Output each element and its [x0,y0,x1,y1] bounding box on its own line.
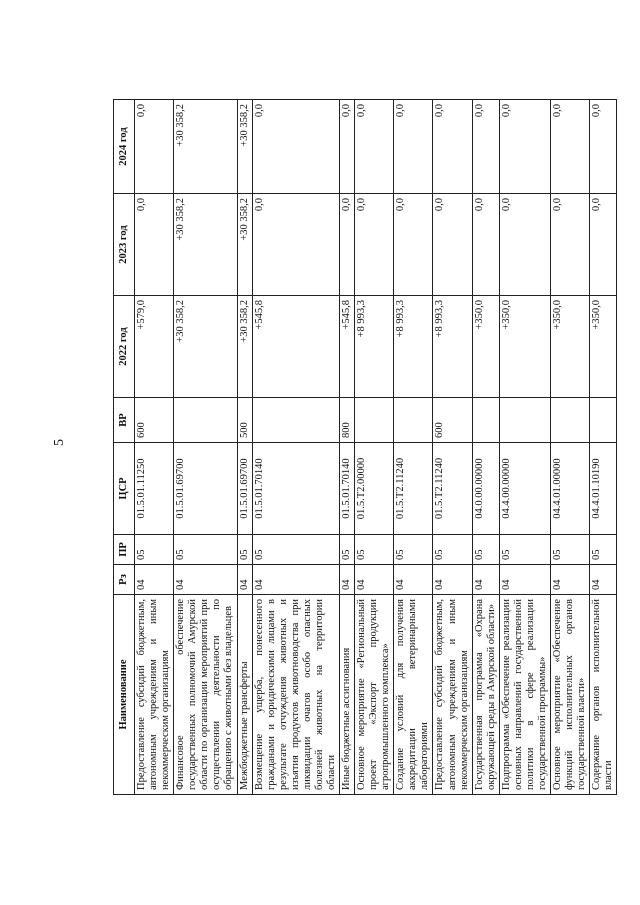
table-row [252,100,339,795]
col-header-vr: ВР [114,398,135,443]
budget-table [113,99,617,795]
table-row [174,100,237,795]
cell-rz: 04 [394,565,433,595]
cell-csr: 01.5.T2.11240 [433,443,472,535]
cell-rz: 04 [472,565,499,595]
cell-2022: +8 993,3 [355,296,394,398]
cell-csr: 04.0.00.00000 [472,443,499,535]
cell-name: Иные бюджетные ассигнования [340,595,355,795]
cell-2022: +350,0 [499,296,550,398]
cell-csr: 04.4.01.10190 [590,443,617,535]
table-row [433,100,472,795]
cell-csr: 01.5.01.70140 [340,443,355,535]
cell-2024: 0,0 [433,100,472,194]
cell-csr: 01.5.01.69700 [174,443,237,535]
cell-name: Предоставление субсидий бюджетным, автономным учреждениям и иным некоммерческим организациям [135,595,174,795]
cell-vr [174,398,237,443]
table-row [135,100,174,795]
cell-2023: 0,0 [340,194,355,296]
cell-vr: 800 [340,398,355,443]
cell-pr: 05 [394,535,433,565]
cell-2024: +30 358,2 [237,100,252,194]
cell-2023: +30 358,2 [174,194,237,296]
cell-rz: 04 [590,565,617,595]
cell-vr [551,398,590,443]
cell-rz: 04 [551,565,590,595]
cell-name: Предоставление субсидий бюджетным, автономным учреждениям и иным некоммерческим организациям [433,595,472,795]
table-header-row [114,100,135,795]
cell-rz: 04 [174,565,237,595]
cell-csr: 01.5.01.69700 [237,443,252,535]
cell-2024: +30 358,2 [174,100,237,194]
cell-pr: 05 [590,535,617,565]
cell-2022: +8 993,3 [433,296,472,398]
cell-name: Возмещение ущерба, понесенного гражданами и юридическими лицами в результате отчуждения животных и изъятия продуктов животноводства при ликвидации очагов особо опасных болезней животных на территории области [252,595,339,795]
col-header-csr: ЦСР [114,443,135,535]
cell-name: Основное мероприятие «Региональный проект «Экспорт продукции агропромышленного комплекса» [355,595,394,795]
cell-2022: +350,0 [590,296,617,398]
cell-2024: 0,0 [551,100,590,194]
cell-2023: 0,0 [551,194,590,296]
cell-rz: 04 [135,565,174,595]
cell-2023: +30 358,2 [237,194,252,296]
col-header-2022: 2022 год [114,296,135,398]
cell-2022: +350,0 [472,296,499,398]
cell-2023: 0,0 [252,194,339,296]
cell-pr: 05 [340,535,355,565]
cell-2024: 0,0 [472,100,499,194]
cell-pr: 05 [472,535,499,565]
page-number: 5 [52,439,67,446]
cell-rz: 04 [355,565,394,595]
cell-2024: 0,0 [135,100,174,194]
cell-name: Государственная программа «Охрана окружающей среды в Амурской области» [472,595,499,795]
cell-name: Содержание органов исполнительной власти [590,595,617,795]
table-row [499,100,550,795]
cell-vr: 500 [237,398,252,443]
cell-csr: 01.5.01.70140 [252,443,339,535]
cell-csr: 04.4.00.00000 [499,443,550,535]
cell-2022: +8 993,3 [394,296,433,398]
table-row [590,100,617,795]
cell-2023: 0,0 [499,194,550,296]
table-row [355,100,394,795]
cell-2024: 0,0 [394,100,433,194]
table-row [551,100,590,795]
cell-csr: 04.4.01.00000 [551,443,590,535]
cell-2022: +545,8 [340,296,355,398]
cell-pr: 05 [135,535,174,565]
cell-vr [499,398,550,443]
table-row [472,100,499,795]
cell-vr [590,398,617,443]
cell-2024: 0,0 [590,100,617,194]
cell-rz: 04 [237,565,252,595]
cell-rz: 04 [340,565,355,595]
cell-2023: 0,0 [590,194,617,296]
cell-name: Межбюджетные трансферты [237,595,252,795]
table-body [135,100,617,795]
col-header-name: Наименование [114,595,135,795]
cell-2024: 0,0 [355,100,394,194]
cell-rz: 04 [433,565,472,595]
cell-pr: 05 [237,535,252,565]
cell-2022: +579,0 [135,296,174,398]
cell-2023: 0,0 [394,194,433,296]
cell-vr [355,398,394,443]
col-header-2024: 2024 год [114,100,135,194]
cell-pr: 05 [551,535,590,565]
cell-vr: 600 [433,398,472,443]
cell-2023: 0,0 [135,194,174,296]
table-row [237,100,252,795]
col-header-pr: ПР [114,535,135,565]
cell-csr: 01.5.01.11250 [135,443,174,535]
cell-2023: 0,0 [433,194,472,296]
cell-2022: +545,8 [252,296,339,398]
cell-name: Подпрограмма «Обеспечение реализации основных направлений государственной политики в сфере реализации государственной программы» [499,595,550,795]
cell-rz: 04 [499,565,550,595]
cell-2023: 0,0 [472,194,499,296]
cell-2023: 0,0 [355,194,394,296]
cell-vr [394,398,433,443]
cell-2022: +30 358,2 [174,296,237,398]
cell-csr: 01.5.T2.00000 [355,443,394,535]
cell-pr: 05 [252,535,339,565]
cell-2022: +350,0 [551,296,590,398]
cell-pr: 05 [355,535,394,565]
cell-rz: 04 [252,565,339,595]
cell-2024: 0,0 [340,100,355,194]
cell-pr: 05 [174,535,237,565]
col-header-rz: Рз [114,565,135,595]
cell-name: Основное мероприятие «Обеспечение функций исполнительных органов государственной власти» [551,595,590,795]
table-row [394,100,433,795]
cell-name: Создание условий для получения аккредитации ветеринарными лабораториями [394,595,433,795]
cell-2024: 0,0 [499,100,550,194]
cell-name: Финансовое обеспечение государственных полномочий Амурской области по организации мероприятий при осуществлении деятельности по обращению с животными без владельцев [174,595,237,795]
cell-csr: 01.5.T2.11240 [394,443,433,535]
cell-vr [252,398,339,443]
cell-pr: 05 [433,535,472,565]
rotated-page-content [113,100,615,795]
col-header-2023: 2023 год [114,194,135,296]
table-row [340,100,355,795]
cell-2024: 0,0 [252,100,339,194]
cell-vr [472,398,499,443]
cell-pr: 05 [499,535,550,565]
cell-2022: +30 358,2 [237,296,252,398]
cell-vr: 600 [135,398,174,443]
